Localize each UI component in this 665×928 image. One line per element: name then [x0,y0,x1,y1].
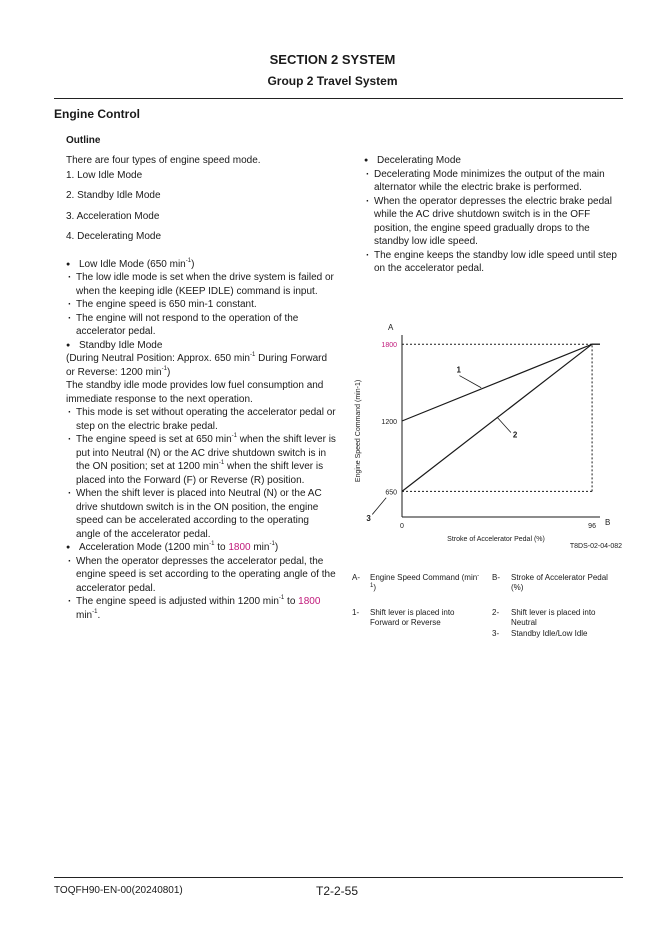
series-line [402,344,600,491]
low-idle-title: ● Low Idle Mode (650 $\min^{-1}$) [66,258,336,272]
mode-list [66,169,336,244]
footer-rule [54,877,623,878]
document-code: TOQFH90-EN-00(20240801) [54,885,183,896]
legend-key: 1- [352,608,360,617]
standby-desc: The standby idle mode provides low fuel consumption and immediate response to the next operation. [66,380,324,405]
x-tick-label: 96 [588,523,596,530]
page-number: T2-2-55 [316,884,359,898]
mode-item: 3. Acceleration Mode [66,210,160,222]
standby-title: ● Standby Idle Mode [66,339,336,353]
callout-label: 3 [366,513,371,523]
standby-item: · When the shift lever is placed into Neutral (N) or the AC drive shutdown switch is in the ON position, the engine speed can be accelerated according to the operating angle of the accelerator pedal. [66,487,336,541]
standby-item: · This mode is set without operating the accelerator pedal or step on the electric brake pedal. [66,406,336,433]
legend-text: Shift lever is placed into Neutral [511,608,596,627]
legend-text: Shift lever is placed into Forward or Reverse [370,608,455,627]
decelerating-item: · The engine keeps the standby low idle speed until step on the accelerator pedal. [364,249,627,276]
legend-text: Standby Idle/Low Idle [511,629,588,638]
y-axis-title: Engine Speed Command (min-1) [355,379,362,483]
x-axis-title: Stroke of Accelerator Pedal (%) [447,536,545,543]
series-line [402,344,600,421]
callout-leader [497,417,511,432]
y-tick-label: 1200 [381,419,397,426]
decelerating-title: ● Decelerating Mode [364,154,627,168]
axis-b-label: B [605,518,611,527]
figure-id: T8DS-02-04-082 [569,543,622,550]
page-heading: Engine Control [54,107,140,121]
low-idle-item: · The low idle mode is set when the drive system is failed or when the keeping idle (KEEP IDLE) command is input. [66,271,336,298]
right-column [352,154,627,276]
callout-label: 2 [512,430,518,440]
decelerating-item: · When the operator depresses the electric brake pedal while the AC drive shutdown switch is in the OFF position, the engine speed gradually drops to the standby low idle speed. [364,195,627,249]
group-title: Group 2 Travel System [267,74,398,88]
legend-key: B- [492,573,500,582]
y-tick-label: 1800 [381,342,397,350]
legend-text: Engine Speed Command $(\min^{-1})$ [370,573,480,592]
engine-speed-chart [345,315,635,550]
legend-key: 3- [492,629,500,638]
low-idle-item: · The engine will not respond to the operation of the accelerator pedal. [66,312,336,339]
mode-item: 1. Low Idle Mode [66,169,143,181]
header-rule [54,98,623,99]
section-title: SECTION 2 SYSTEM [269,52,396,67]
decelerating-item: · Decelerating Mode minimizes the output of the main alternator while the electric brake is performed. [364,168,627,195]
mode-item: 2. Standby Idle Mode [66,190,161,201]
standby-condition: (During Neutral Position: Approx. 650 $\min^{-1}$ During Forward or Reverse: 1200 $\min^{-1}$) [66,352,328,378]
axis-a-label: A [388,323,394,332]
callout-label: 1 [456,365,461,375]
mode-item: 4. Decelerating Mode [66,231,162,242]
outline-intro: There are four types of engine speed mode. [66,155,261,166]
legend-key: 2- [492,608,500,617]
left-column [66,154,336,622]
outline-heading: Outline [66,135,101,146]
legend-text: Stroke of Accelerator Pedal (%) [511,573,608,592]
callout-leader [372,498,386,515]
acceleration-title: ● Acceleration Mode (1200 $\min^{-1}$ to 1800 $\min^{-1}$) [66,541,336,555]
standby-item: · The engine speed is set at 650 $\min^{-1}$ when the shift lever is put into Neutral (N) or the AC drive shutdown switch is in the ON position; set at 1200 $\min^{-1}$ when the shift lever is placed into the Forward (F) or Reverse (R) position. [66,433,336,487]
y-tick-label: 650 [385,489,397,497]
callout-leader [459,376,481,388]
legend-key: A- [352,573,360,582]
x-tick-label: 0 [400,523,404,530]
low-idle-item: · The engine speed is 650 min-1 constant. [66,298,336,312]
acceleration-item: · The engine speed is adjusted within 1200 $\min^{-1}$ to 1800 $\min^{-1}$. [66,595,336,622]
acceleration-item: · When the operator depresses the accelerator pedal, the engine speed is set according to the operating angle of the accelerator pedal. [66,555,336,596]
